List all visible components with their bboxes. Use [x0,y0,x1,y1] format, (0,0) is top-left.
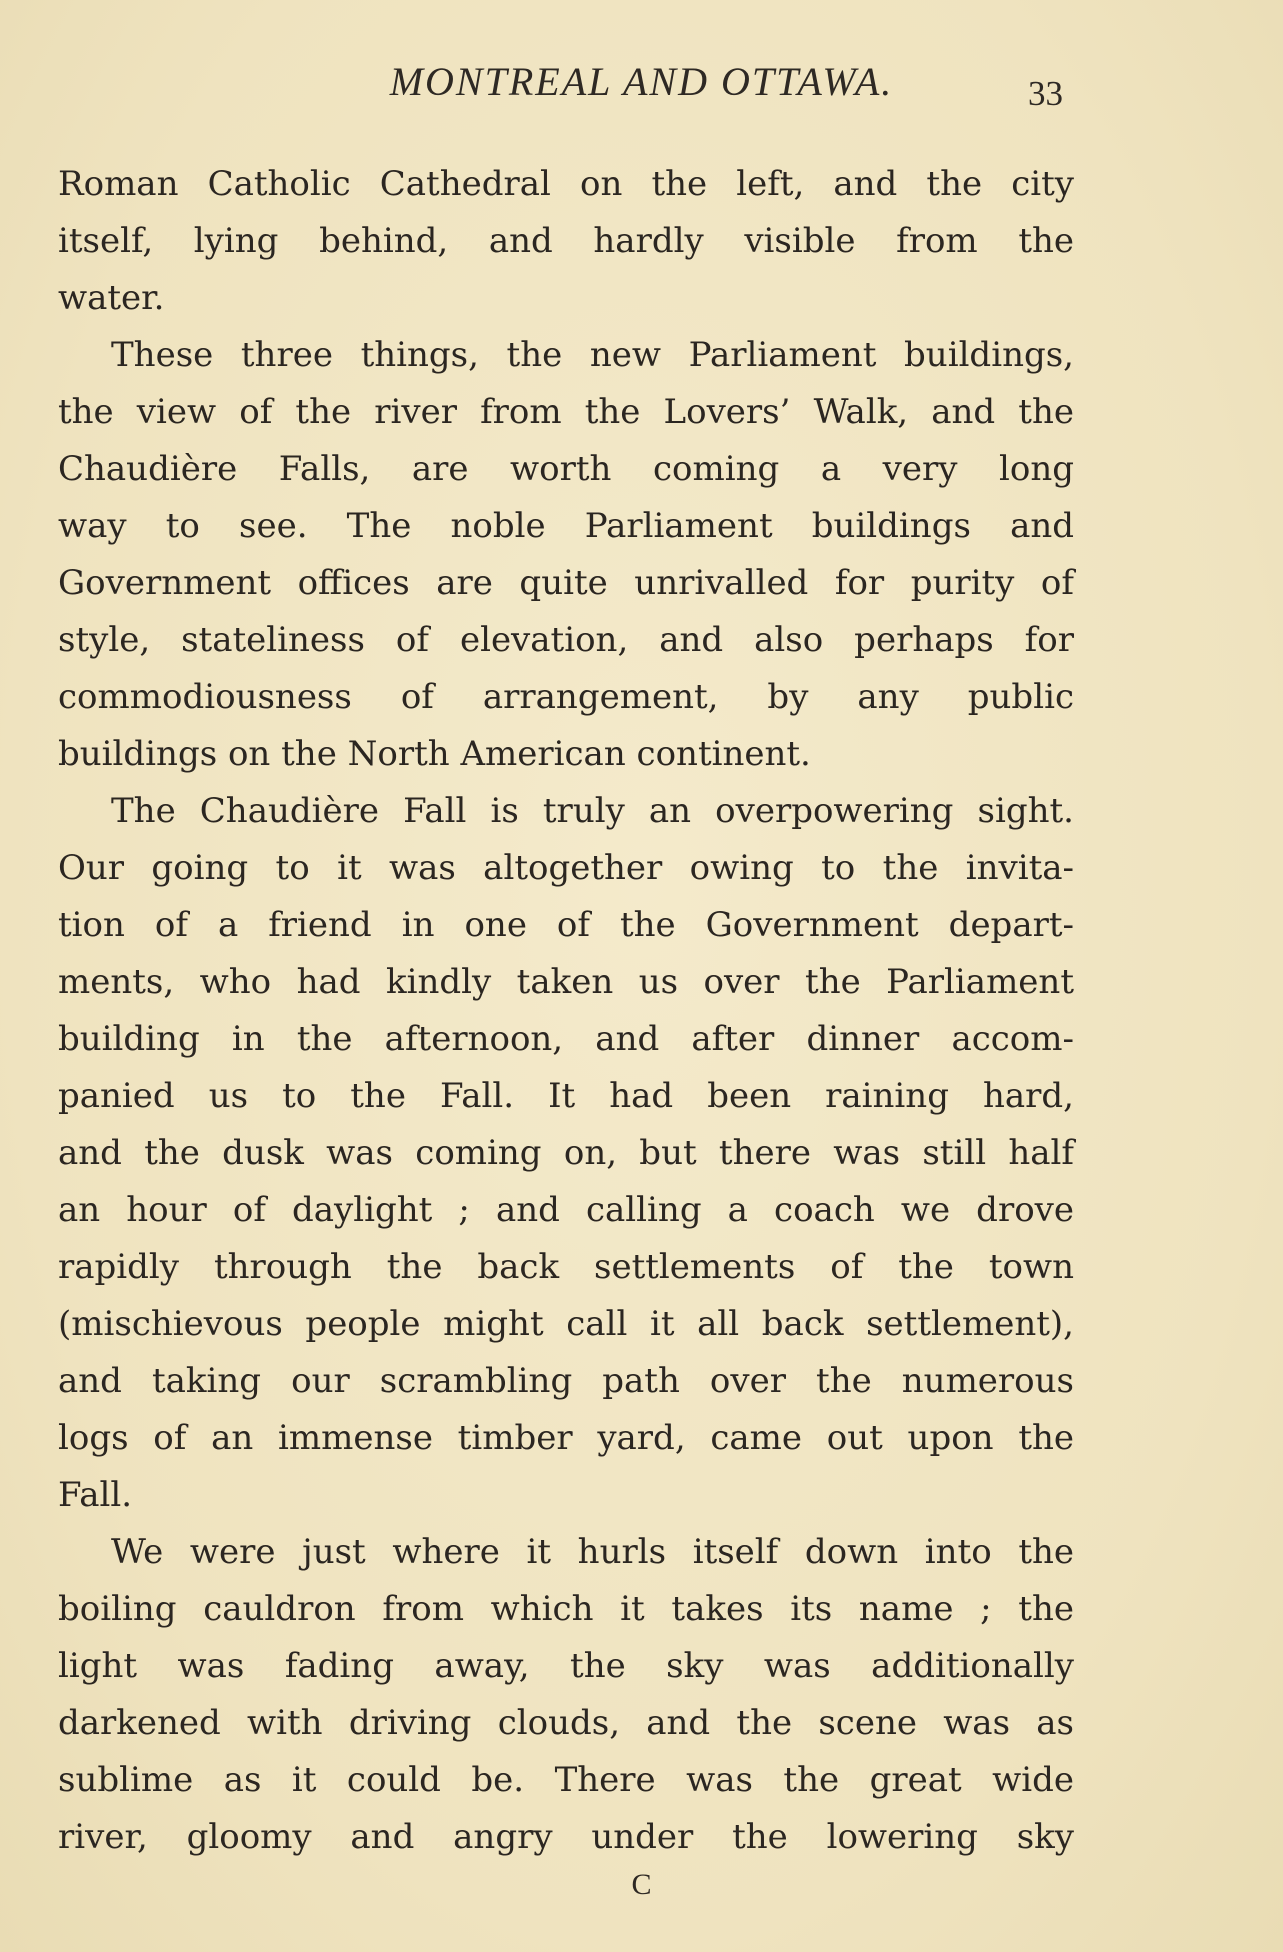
text-line: panied us to the Fall. It had been raining hard, [58,1076,1074,1116]
text-line: commodiousness of arrangement, by any public [58,677,1074,717]
text-line: building in the afternoon, and after dinner accom- [58,1019,1074,1059]
page-number: 33 [1028,74,1063,113]
text-line: The Chaudière Fall is truly an overpowering sight. [111,791,1074,831]
text-line: style, stateliness of elevation, and also perhaps for [58,620,1074,660]
text-line: Government offices are quite unrivalled for purity of [58,563,1074,603]
text-line: the view of the river from the Lovers’ Walk, and the [58,392,1074,432]
text-line: light was fading away, the sky was additionally [58,1646,1074,1686]
text-line: Our going to it was altogether owing to the invita- [58,848,1074,888]
text-line: water. [58,278,165,318]
signature-mark: C [631,1868,652,1901]
text-line: These three things, the new Parliament buildings, [111,335,1074,375]
text-line: We were just where it hurls itself down into the [111,1532,1074,1572]
text-line: (mischievous people might call it all back settlement), [58,1304,1074,1344]
text-line: ments, who had kindly taken us over the Parliament [58,962,1074,1002]
text-line: tion of a friend in one of the Government depart- [58,905,1074,945]
text-line: Fall. [58,1475,133,1515]
text-line: Chaudière Falls, are worth coming a very long [58,449,1074,489]
text-line: boiling cauldron from which it takes its name ; the [58,1589,1074,1629]
text-line: river, gloomy and angry under the lowering sky [58,1817,1074,1857]
text-line: buildings on the North American continent. [58,734,811,774]
text-line: itself, lying behind, and hardly visible from the [58,221,1074,261]
text-line: and the dusk was coming on, but there was still half [58,1133,1074,1173]
text-line: sublime as it could be. There was the great wide [58,1760,1074,1800]
text-line: rapidly through the back settlements of the town [58,1247,1074,1287]
text-line: Roman Catholic Cathedral on the left, and the city [58,164,1074,204]
running-title: MONTREAL AND OTTAWA. [389,59,894,104]
text-line: an hour of daylight ; and calling a coach we drove [58,1190,1074,1230]
text-line: and taking our scrambling path over the numerous [58,1361,1074,1401]
text-line: darkened with driving clouds, and the scene was as [58,1703,1074,1743]
text-line: logs of an immense timber yard, came out upon the [58,1418,1074,1458]
text-line: way to see. The noble Parliament buildings and [58,506,1074,546]
body-text [58,156,1074,1866]
